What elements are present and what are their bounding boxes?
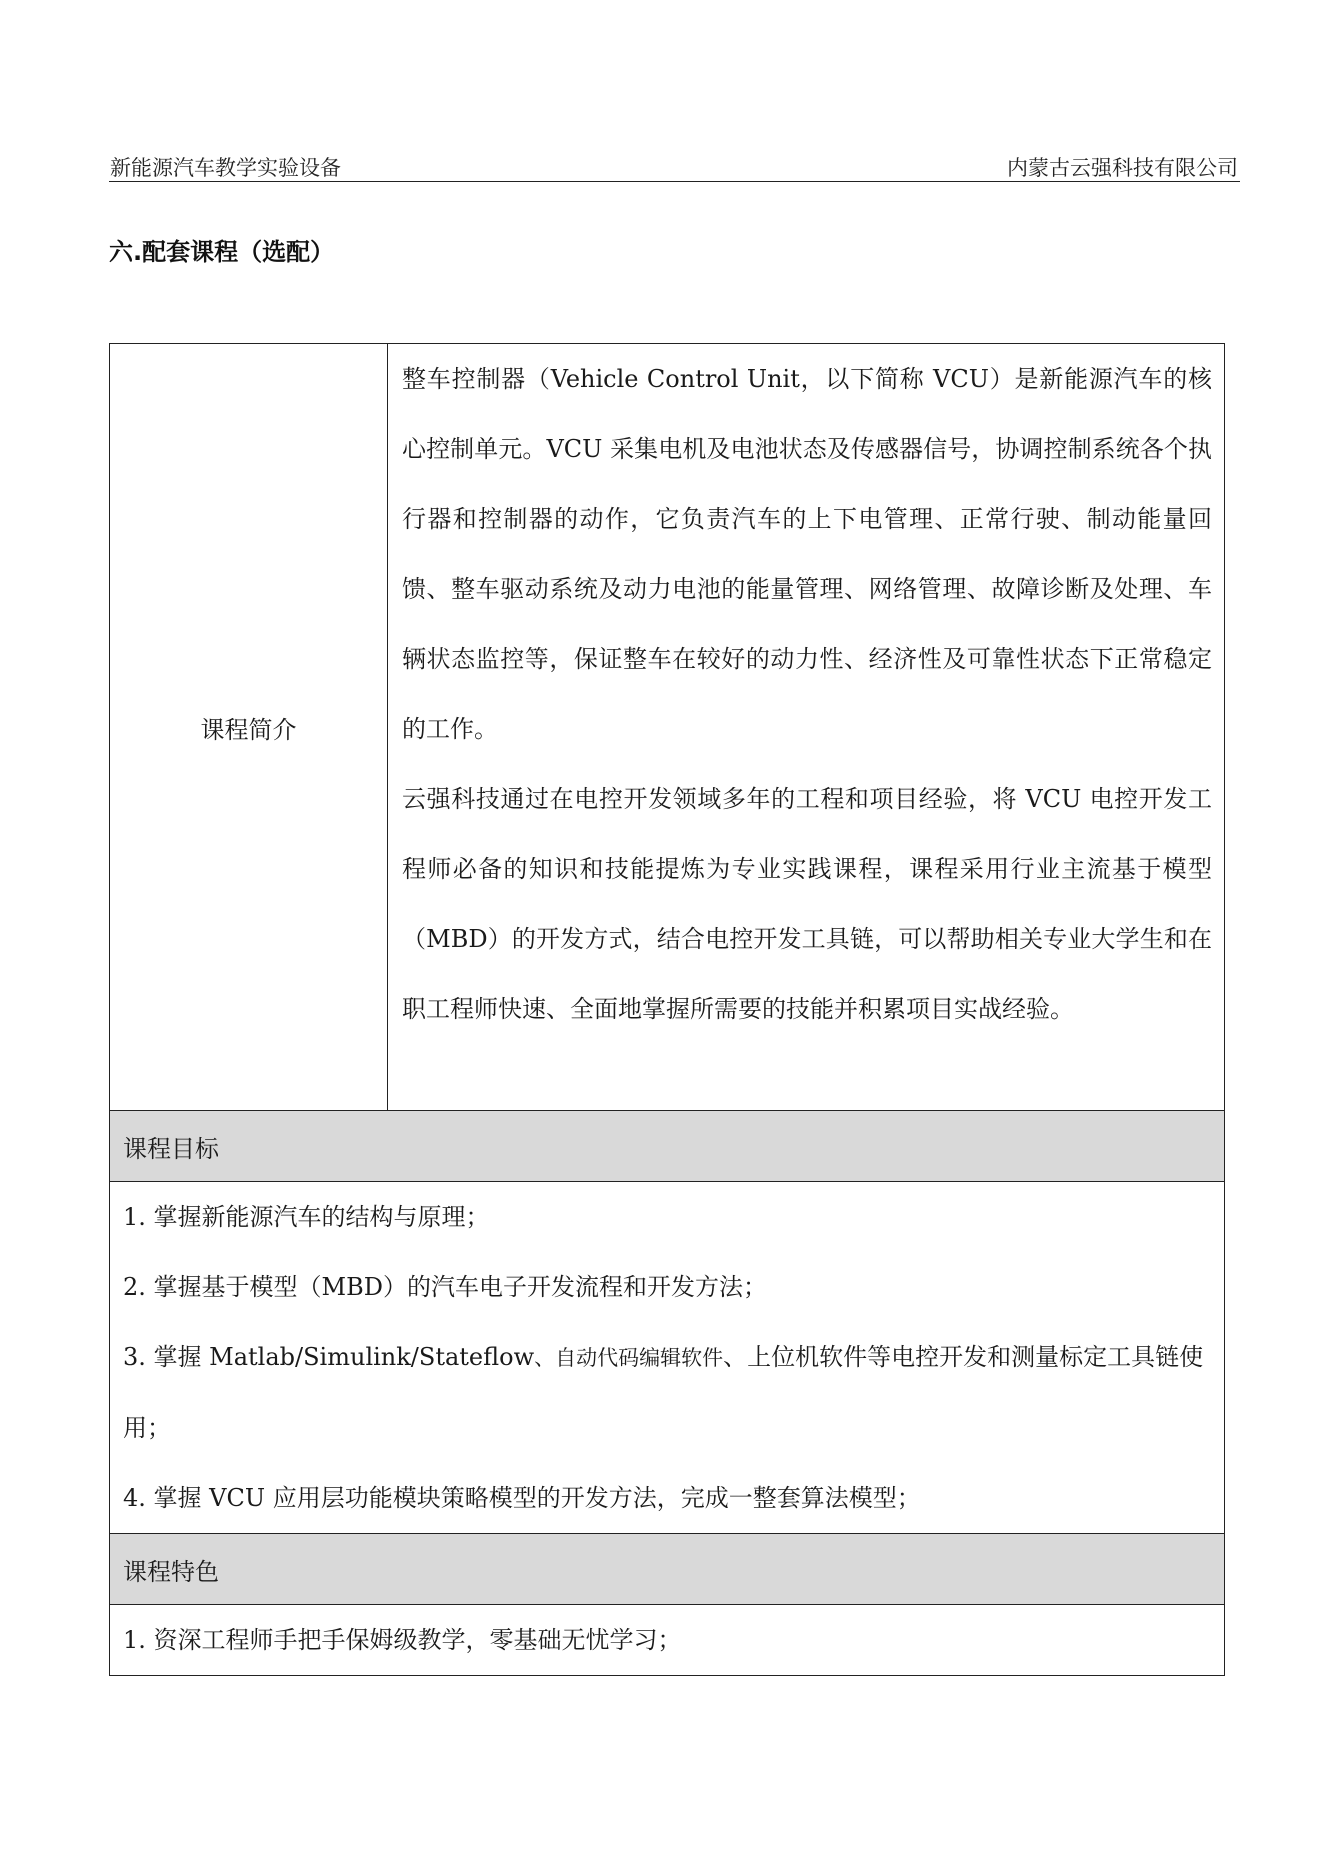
- features-list-cell: [110, 1605, 1225, 1676]
- intro-label-cell: [110, 344, 388, 1111]
- goals-list-row: [110, 1182, 1225, 1534]
- goal-item-3-part1: 3. 掌握 Matlab/Simulink/Stateflow: [123, 1343, 535, 1371]
- feature-item-1: 1. 资深工程师手把手保姆级教学，零基础无忧学习；: [123, 1626, 682, 1654]
- features-list-row: [110, 1605, 1225, 1676]
- features-heading-row: [110, 1534, 1225, 1605]
- intro-label: 课程简介: [200, 715, 297, 744]
- intro-row: [110, 344, 1225, 1111]
- features-heading: 课程特色: [110, 1534, 1225, 1605]
- intro-paragraph-1: 整车控制器（Vehicle Control Unit，以下简称 VCU）是新能源汽车的核心控制单元。VCU 采集电机及电池状态及传感器信号，协调控制系统各个执行器和控制器的动作，它负责汽车的上下电管理、正常行驶、制动能量回馈、整车驱动系统及动力电池的能量管理、网络管理、故障诊断及处理、车辆状态监控等，保证整车在较好的动力性、经济性及可靠性状态下正常稳定的工作。: [402, 365, 1212, 743]
- goal-item-2: 2. 掌握基于模型（MBD）的汽车电子开发流程和开发方法；: [123, 1273, 767, 1301]
- goal-item-3-part2: 、自动代码编辑软件: [534, 1346, 724, 1370]
- header-left-text: 新能源汽车教学实验设备: [110, 156, 341, 180]
- goals-heading-row: [110, 1111, 1225, 1182]
- course-table: [109, 343, 1225, 1676]
- goal-item-3: [123, 1322, 1212, 1463]
- page-header: [109, 155, 1240, 182]
- goals-heading: 课程目标: [110, 1111, 1225, 1182]
- intro-paragraph-2: 云强科技通过在电控开发领域多年的工程和项目经验，将 VCU 电控开发工程师必备的知识和技能提炼为专业实践课程，课程采用行业主流基于模型（MBD）的开发方式，结合电控开发工具链，可以帮助相关专业大学生和在职工程师快速、全面地掌握所需要的技能并积累项目实战经验。: [402, 785, 1212, 1023]
- intro-text-cell: [388, 344, 1225, 1111]
- goal-item-3-part3: 、上位机软件等电控开发和测量标定工具链使用；: [123, 1343, 1204, 1442]
- goal-item-4: 4. 掌握 VCU 应用层功能模块策略模型的开发方法，完成一整套算法模型；: [123, 1484, 921, 1512]
- header-right-text: 内蒙古云强科技有限公司: [1007, 156, 1238, 180]
- goals-list-cell: [110, 1182, 1225, 1534]
- section-title: 六.配套课程（选配）: [109, 238, 335, 266]
- goal-item-1: 1. 掌握新能源汽车的结构与原理；: [123, 1203, 490, 1231]
